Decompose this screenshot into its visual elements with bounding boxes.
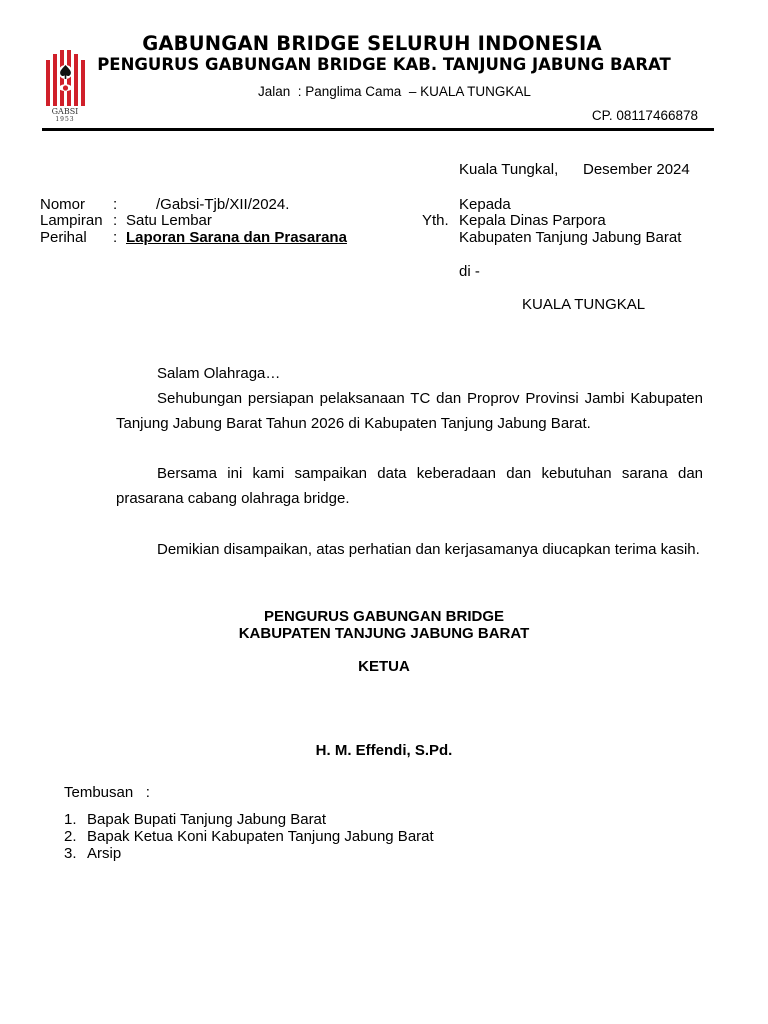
logo-year: 1953 xyxy=(55,116,75,123)
nomor-label: Nomor xyxy=(40,196,86,213)
logo-text: GABSI xyxy=(51,107,79,116)
greeting: Salam Olahraga… xyxy=(157,365,281,382)
cc-item-text: Arsip xyxy=(87,845,122,862)
cc-label: Tembusan : xyxy=(64,784,150,801)
recipient-line1: Kepala Dinas Parpora xyxy=(459,212,606,229)
cc-item-number: 2. xyxy=(64,828,77,845)
recipient-line2: Kabupaten Tanjung Jabung Barat xyxy=(459,229,682,246)
lampiran-value: Satu Lembar xyxy=(126,212,212,229)
signature-org-line1: PENGURUS GABUNGAN BRIDGE xyxy=(263,608,504,625)
letterhead-divider xyxy=(42,128,714,131)
nomor-colon: : xyxy=(113,196,118,213)
body-paragraph-2: Bersama ini kami sampaikan data keberadaan dan kebutuhan sarana dan prasarana cabang olahraga bridge. xyxy=(116,465,703,507)
perihal-label: Perihal xyxy=(40,229,87,246)
perihal-value: Laporan Sarana dan Prasarana xyxy=(126,229,347,246)
recipient-city: KUALA TUNGKAL xyxy=(522,296,646,313)
org-title: GABUNGAN BRIDGE SELURUH INDONESIA xyxy=(142,32,602,55)
perihal-colon: : xyxy=(113,229,118,246)
date-place: Kuala Tungkal, xyxy=(459,161,559,178)
date-value: Desember 2024 xyxy=(583,161,690,178)
cc-item-text: Bapak Ketua Koni Kabupaten Tanjung Jabung Barat xyxy=(87,828,434,845)
signature-org-line2: KABUPATEN TANJUNG JABUNG BARAT xyxy=(238,625,530,642)
body-paragraph-1: Sehubungan persiapan pelaksanaan TC dan Proprov Provinsi Jambi Kabupaten Tanjung Jabung Barat Tahun 2026 di Kabupaten Tanjung Jabung Barat. xyxy=(116,390,703,432)
signatory-name: H. M. Effendi, S.Pd. xyxy=(315,742,453,759)
signature-position: KETUA xyxy=(358,658,410,675)
org-phone: CP. 08117466878 xyxy=(591,108,698,123)
lampiran-label: Lampiran xyxy=(40,212,103,229)
recipient-kepada: Kepada xyxy=(459,196,511,213)
lampiran-colon: : xyxy=(113,212,118,229)
cc-item-number: 1. xyxy=(64,811,77,828)
org-address: Jalan : Panglima Cama – KUALA TUNGKAL xyxy=(258,84,531,99)
recipient-yth: Yth. xyxy=(422,212,449,229)
recipient-di: di - xyxy=(459,263,480,280)
org-subtitle: PENGURUS GABUNGAN BRIDGE KAB. TANJUNG JABUNG BARAT xyxy=(97,55,671,74)
cc-item-number: 3. xyxy=(64,845,77,862)
nomor-value: /Gabsi-Tjb/XII/2024. xyxy=(156,196,290,213)
body-paragraph-3: Demikian disampaikan, atas perhatian dan kerjasamanya diucapkan terima kasih. xyxy=(157,541,700,558)
cc-item-text: Bapak Bupati Tanjung Jabung Barat xyxy=(87,811,327,828)
